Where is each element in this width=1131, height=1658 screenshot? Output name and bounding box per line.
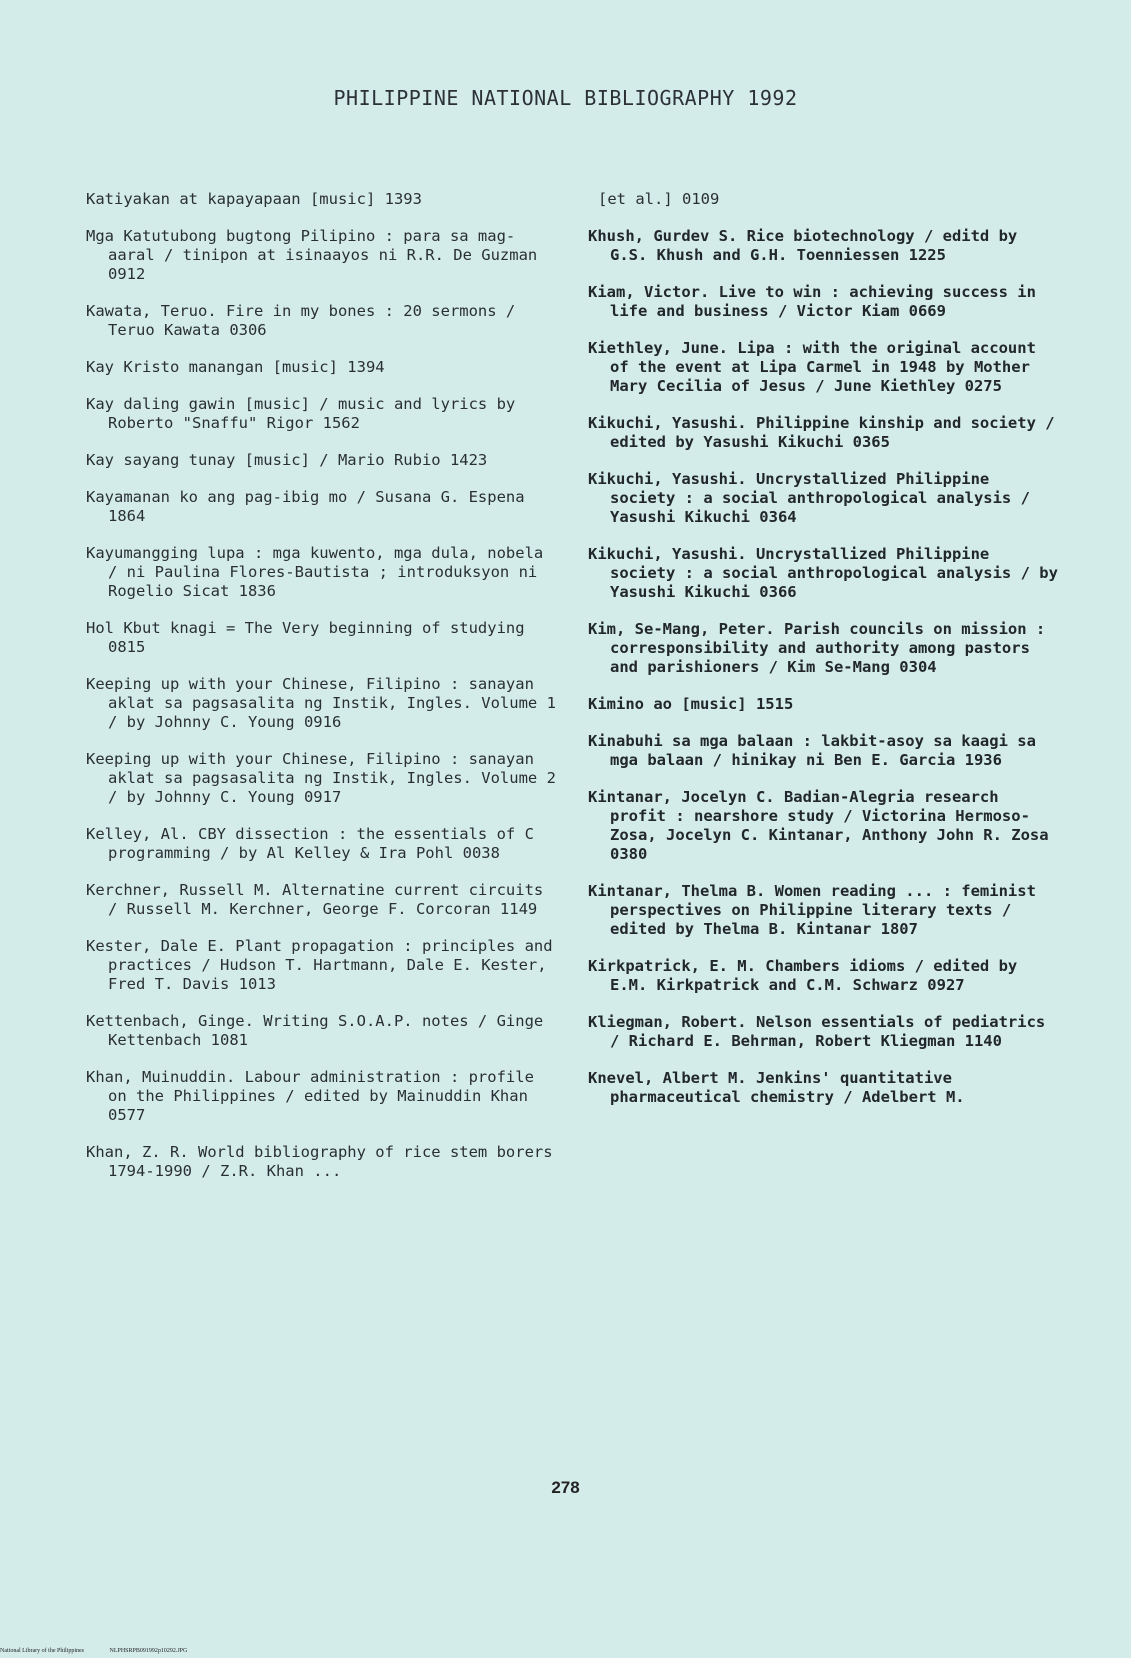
- bibliography-entry: Kay Kristo manangan [music] 1394: [86, 358, 385, 376]
- bibliography-entry: Kettenbach, Ginge. Writing S.O.A.P. notes / Ginge Kettenbach 1081: [86, 1012, 553, 1049]
- bibliography-entry: Kikuchi, Yasushi. Uncrystallized Philippine society : a social anthropological analysis / by Yasushi Kikuchi 0366: [588, 545, 1068, 601]
- left-column: [86, 190, 566, 1199]
- bibliography-entry: Kliegman, Robert. Nelson essentials of pediatrics / Richard E. Behrman, Robert Kliegman 1140: [588, 1013, 1055, 1050]
- bibliography-entry: Kayamanan ko ang pag-ibig mo / Susana G. Espena 1864: [86, 488, 534, 525]
- bibliography-entry: Keeping up with your Chinese, Filipino : sanayan aklat sa pagsasalita ng Instik, Ingles. Volume 1 / by Johnny C. Young 0916: [86, 675, 566, 731]
- bibliography-entry: Kay daling gawin [music] / music and lyrics by Roberto "Snaffu" Rigor 1562: [86, 395, 525, 432]
- page-title: PHILIPPINE NATIONAL BIBLIOGRAPHY 1992: [333, 86, 798, 110]
- bibliography-entry: Khan, Muinuddin. Labour administration : profile on the Philippines / edited by Mainuddin Khan 0577: [86, 1068, 544, 1124]
- bibliography-entry: Kayumangging lupa : mga kuwento, mga dula, nobela / ni Paulina Flores-Bautista ; introduksyon ni Rogelio Sicat 1836: [86, 544, 553, 600]
- right-column: [588, 190, 1068, 1125]
- bibliography-entry: Kim, Se-Mang, Peter. Parish councils on mission : corresponsibility and authority among pastors and parishioners / Kim Se-Mang 0304: [588, 620, 1055, 676]
- footer-file-id: NLPHSRPB091992p10292.JPG: [109, 1648, 188, 1654]
- scan-footer: [0, 1648, 211, 1654]
- bibliography-entry: Kiam, Victor. Live to win : achieving success in life and business / Victor Kiam 0669: [588, 283, 1046, 320]
- bibliography-entry: Katiyakan at kapayapaan [music] 1393: [86, 190, 422, 208]
- bibliography-entry: Keeping up with your Chinese, Filipino : sanayan aklat sa pagsasalita ng Instik, Ingles. Volume 2 / by Johnny C. Young 0917: [86, 750, 566, 806]
- bibliography-entry: Kinabuhi sa mga balaan : lakbit-asoy sa kaagi sa mga balaan / hinikay ni Ben E. Garcia 1936: [588, 732, 1046, 769]
- bibliography-entry: Kintanar, Thelma B. Women reading ... : feminist perspectives on Philippine literary texts / edited by Thelma B. Kintanar 1807: [588, 882, 1046, 938]
- bibliography-entry: Khan, Z. R. World bibliography of rice stem borers 1794-1990 / Z.R. Khan ...: [86, 1143, 562, 1180]
- bibliography-entry: Hol Kbut knagi = The Very beginning of studying 0815: [86, 619, 534, 656]
- bibliography-entry: Kikuchi, Yasushi. Philippine kinship and society / edited by Yasushi Kikuchi 0365: [588, 414, 1064, 451]
- bibliography-entry-continuation: [et al.] 0109: [598, 190, 720, 208]
- bibliography-entry: Kirkpatrick, E. M. Chambers idioms / edited by E.M. Kirkpatrick and C.M. Schwarz 0927: [588, 957, 1027, 994]
- bibliography-entry: Kimino ao [music] 1515: [588, 695, 794, 713]
- bibliography-entry: Kintanar, Jocelyn C. Badian-Alegria research profit : nearshore study / Victorina Hermoso-Zosa, Jocelyn C. Kintanar, Anthony John R. Zosa 0380: [588, 788, 1058, 863]
- bibliography-entry: Kerchner, Russell M. Alternatine current circuits / Russell M. Kerchner, George F. Corcoran 1149: [86, 881, 553, 918]
- bibliography-entry: Kikuchi, Yasushi. Uncrystallized Philippine society : a social anthropological analysis / Yasushi Kikuchi 0364: [588, 470, 1040, 526]
- page-number: 278: [551, 1478, 580, 1497]
- bibliography-entry: Mga Katutubong bugtong Pilipino : para sa mag-aaral / tinipon at isinaayos ni R.R. De Guzman 0912: [86, 227, 547, 283]
- bibliography-entry: Khush, Gurdev S. Rice biotechnology / editd by G.S. Khush and G.H. Toenniessen 1225: [588, 227, 1027, 264]
- bibliography-entry: Kiethley, June. Lipa : with the original account of the event at Lipa Carmel in 1948 by Mother Mary Cecilia of Jesus / June Kiethley 0275: [588, 339, 1046, 395]
- bibliography-entry: Kay sayang tunay [music] / Mario Rubio 1423: [86, 451, 488, 469]
- bibliography-entry: Knevel, Albert M. Jenkins' quantitative pharmaceutical chemistry / Adelbert M.: [588, 1069, 965, 1106]
- bibliography-entry: Kester, Dale E. Plant propagation : principles and practices / Hudson T. Hartmann, Dale E. Kester, Fred T. Davis 1013: [86, 937, 562, 993]
- bibliography-entry: Kawata, Teruo. Fire in my bones : 20 sermons / Teruo Kawata 0306: [86, 302, 525, 339]
- bibliography-entry: Kelley, Al. CBY dissection : the essentials of C programming / by Al Kelley & Ira Pohl 0038: [86, 825, 544, 862]
- footer-institution: National Library of the Philippines: [0, 1648, 84, 1654]
